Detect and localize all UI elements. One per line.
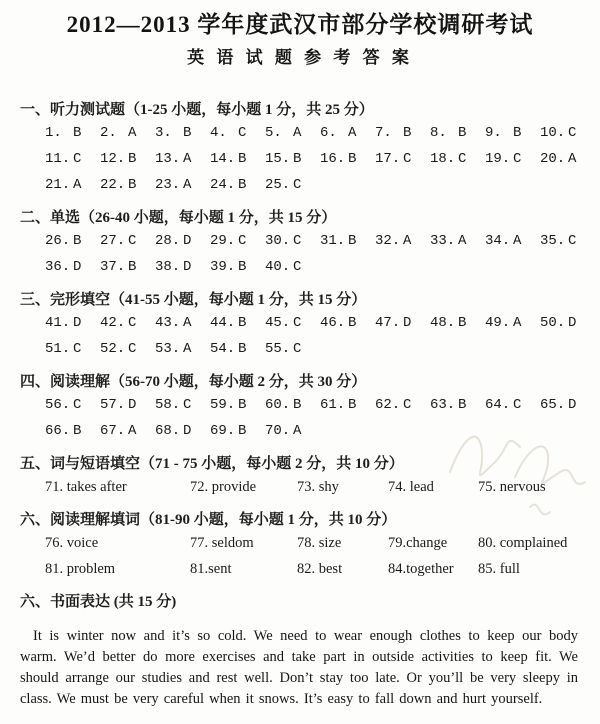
word-answer: 82. best <box>297 561 343 577</box>
question-number: 4. <box>210 125 227 141</box>
answer-row <box>45 120 600 146</box>
answer-letter: B <box>128 151 137 167</box>
section-heading: 三、完形填空（41-55 小题，每小题 1 分，共 15 分） <box>20 292 367 308</box>
answer-letter: D <box>73 259 82 275</box>
question-number: 41. <box>45 315 71 331</box>
answer-cell <box>45 392 100 418</box>
question-number: 68. <box>155 423 181 439</box>
answer-letter: B <box>513 125 522 141</box>
question-number: 26. <box>45 233 71 249</box>
section-reading <box>0 372 600 444</box>
answer-letter: A <box>403 233 412 249</box>
question-number: 59. <box>210 397 236 413</box>
question-number: 55. <box>265 341 291 357</box>
answer-letter: D <box>73 315 82 331</box>
answer-letter: A <box>128 125 137 141</box>
answer-cell <box>265 418 320 444</box>
question-number: 42. <box>100 315 126 331</box>
question-number: 12. <box>100 151 126 167</box>
question-number: 30. <box>265 233 291 249</box>
question-number: 5. <box>265 125 282 141</box>
answer-cell <box>100 172 155 198</box>
answer-letter: C <box>238 233 247 249</box>
answer-letter: A <box>183 151 192 167</box>
answer-letter: B <box>128 259 137 275</box>
answer-cell <box>430 310 485 336</box>
word-answer: 80. complained <box>478 535 568 551</box>
answer-letter: C <box>568 233 577 249</box>
question-number: 52. <box>100 341 126 357</box>
question-number: 50. <box>540 315 566 331</box>
question-number: 20. <box>540 151 566 167</box>
answer-letter: B <box>238 315 247 331</box>
answer-cell <box>265 120 320 146</box>
document-title: 2012—2013 学年度武汉市部分学校调研考试 <box>66 12 534 37</box>
answer-letter: C <box>183 397 192 413</box>
question-number: 46. <box>320 315 346 331</box>
word-answer: 75. nervous <box>478 479 546 495</box>
answer-cell <box>320 310 375 336</box>
answer-letter: B <box>458 315 467 331</box>
word-answer: 71. takes after <box>45 479 127 495</box>
answer-cell <box>155 172 210 198</box>
question-number: 22. <box>100 177 126 193</box>
section-heading: 六、阅读理解填词（81-90 小题，每小题 1 分，共 10 分） <box>20 512 397 528</box>
answer-letter: A <box>183 177 192 193</box>
question-number: 18. <box>430 151 456 167</box>
word-answer: 78. size <box>297 535 342 551</box>
answer-cell <box>265 254 320 280</box>
answer-letter: C <box>568 125 577 141</box>
word-answer-row <box>45 530 600 556</box>
answer-cell <box>320 228 375 254</box>
answer-letter: A <box>73 177 82 193</box>
answer-letter: B <box>458 397 467 413</box>
answer-cell <box>45 146 100 172</box>
answer-letter: C <box>128 315 137 331</box>
answer-letter: C <box>293 177 302 193</box>
answer-cell <box>430 392 485 418</box>
section-heading: 六、书面表达 (共 15 分) <box>20 594 177 610</box>
word-answer: 72. provide <box>190 479 257 495</box>
question-number: 27. <box>100 233 126 249</box>
question-number: 11. <box>45 151 71 167</box>
answer-cell <box>375 228 430 254</box>
answer-cell <box>540 392 595 418</box>
answer-cell <box>430 228 485 254</box>
answer-letter: C <box>73 151 82 167</box>
answer-letter: D <box>403 315 412 331</box>
answer-cell <box>375 392 430 418</box>
answer-letter: A <box>458 233 467 249</box>
answer-cell <box>100 310 155 336</box>
answer-cell <box>155 418 210 444</box>
section-heading: 二、单选（26-40 小题，每小题 1 分，共 15 分） <box>20 210 337 226</box>
answer-letter: C <box>513 397 522 413</box>
answer-cell <box>540 120 595 146</box>
answer-cell <box>210 392 265 418</box>
answer-cell <box>45 418 100 444</box>
answer-cell <box>265 172 320 198</box>
answer-letter: B <box>238 151 247 167</box>
answer-letter: B <box>128 177 137 193</box>
question-number: 57. <box>100 397 126 413</box>
answer-letter: C <box>403 397 412 413</box>
answer-cell <box>100 418 155 444</box>
question-number: 58. <box>155 397 181 413</box>
answer-letter: B <box>238 177 247 193</box>
question-number: 39. <box>210 259 236 275</box>
answer-letter: C <box>403 151 412 167</box>
answer-letter: B <box>293 397 302 413</box>
answer-cell <box>320 392 375 418</box>
question-number: 60. <box>265 397 291 413</box>
answer-cell <box>210 310 265 336</box>
answer-letter: C <box>293 233 302 249</box>
sections <box>0 100 600 710</box>
answer-letter: B <box>348 233 357 249</box>
question-number: 61. <box>320 397 346 413</box>
answer-cell <box>430 146 485 172</box>
question-number: 34. <box>485 233 511 249</box>
section-writing <box>0 592 600 710</box>
answer-letter: A <box>183 315 192 331</box>
question-number: 33. <box>430 233 456 249</box>
answer-letter: C <box>513 151 522 167</box>
answer-letter: C <box>128 341 137 357</box>
answer-cell <box>155 392 210 418</box>
question-number: 43. <box>155 315 181 331</box>
answer-cell <box>320 120 375 146</box>
question-number: 25. <box>265 177 291 193</box>
answer-cell <box>100 228 155 254</box>
answer-letter: D <box>183 233 192 249</box>
answer-cell <box>210 146 265 172</box>
question-number: 16. <box>320 151 346 167</box>
answer-cell <box>265 336 320 362</box>
question-number: 70. <box>265 423 291 439</box>
answer-cell <box>100 146 155 172</box>
word-answer: 81. problem <box>45 561 116 577</box>
answer-letter: B <box>348 151 357 167</box>
section-heading: 四、阅读理解（56-70 小题，每小题 2 分，共 30 分） <box>20 374 367 390</box>
answer-row <box>45 172 600 198</box>
answer-letter: C <box>238 125 247 141</box>
answer-cell <box>375 310 430 336</box>
question-number: 7. <box>375 125 392 141</box>
word-answer: 76. voice <box>45 535 99 551</box>
question-number: 48. <box>430 315 456 331</box>
answer-cell <box>485 146 540 172</box>
answer-letter: B <box>348 397 357 413</box>
answer-letter: B <box>238 259 247 275</box>
answer-letter: A <box>513 233 522 249</box>
question-number: 51. <box>45 341 71 357</box>
answer-row <box>45 336 600 362</box>
question-number: 3. <box>155 125 172 141</box>
answer-cell <box>210 254 265 280</box>
answer-cell <box>320 146 375 172</box>
answer-letter: B <box>238 397 247 413</box>
answer-letter: C <box>293 315 302 331</box>
answer-letter: B <box>238 341 247 357</box>
question-number: 8. <box>430 125 447 141</box>
answer-row <box>45 228 600 254</box>
question-number: 65. <box>540 397 566 413</box>
word-answer: 73. shy <box>297 479 339 495</box>
answer-letter: D <box>183 423 192 439</box>
question-number: 44. <box>210 315 236 331</box>
question-number: 9. <box>485 125 502 141</box>
answer-letter: A <box>348 125 357 141</box>
answer-letter: C <box>128 233 137 249</box>
answer-cell <box>155 228 210 254</box>
word-answer: 85. full <box>478 561 520 577</box>
question-number: 56. <box>45 397 71 413</box>
answer-letter: D <box>568 315 577 331</box>
question-number: 2. <box>100 125 117 141</box>
answer-letter: B <box>293 151 302 167</box>
question-number: 53. <box>155 341 181 357</box>
answer-cell <box>430 120 485 146</box>
answer-cell <box>45 310 100 336</box>
answer-letter: A <box>293 423 302 439</box>
question-number: 21. <box>45 177 71 193</box>
answer-cell <box>540 146 595 172</box>
question-number: 23. <box>155 177 181 193</box>
answer-cell <box>265 146 320 172</box>
answer-row <box>45 146 600 172</box>
answer-row <box>45 418 600 444</box>
section-listening <box>0 100 600 198</box>
answer-letter: B <box>73 125 82 141</box>
answer-cell <box>485 120 540 146</box>
question-number: 54. <box>210 341 236 357</box>
answer-cell <box>375 146 430 172</box>
question-number: 66. <box>45 423 71 439</box>
word-answer-row <box>45 474 600 500</box>
answer-row <box>45 392 600 418</box>
answer-letter: B <box>73 233 82 249</box>
answer-cell <box>485 228 540 254</box>
answer-cell <box>265 228 320 254</box>
question-number: 64. <box>485 397 511 413</box>
answer-letter: B <box>348 315 357 331</box>
section-single-choice <box>0 208 600 280</box>
question-number: 40. <box>265 259 291 275</box>
question-number: 13. <box>155 151 181 167</box>
question-number: 67. <box>100 423 126 439</box>
question-number: 38. <box>155 259 181 275</box>
word-answer: 84.together <box>388 561 454 577</box>
answer-letter: C <box>73 397 82 413</box>
question-number: 10. <box>540 125 566 141</box>
answer-letter: D <box>128 397 137 413</box>
essay-paragraph: It is winter now and it’s so cold. We need to wear enough clothes to keep our body warm. We’d better do more exercises and take part in outside activities to keep fit. We should arrange our studies and rest well. Don’t stay too late. Or you’ll be very sleepy in class. We must be very careful when it snows. It’s easy to fall down and hurt yourself. <box>20 628 578 707</box>
question-number: 15. <box>265 151 291 167</box>
answer-cell <box>45 336 100 362</box>
answer-letter: B <box>183 125 192 141</box>
answer-cell <box>210 228 265 254</box>
answer-cell <box>155 254 210 280</box>
question-number: 24. <box>210 177 236 193</box>
answer-letter: A <box>128 423 137 439</box>
answer-cell <box>265 392 320 418</box>
answer-letter: A <box>183 341 192 357</box>
answer-cell <box>210 336 265 362</box>
answer-cell <box>155 146 210 172</box>
question-number: 19. <box>485 151 511 167</box>
answer-letter: A <box>568 151 577 167</box>
answer-cell <box>155 120 210 146</box>
answer-row <box>45 310 600 336</box>
answer-cell <box>210 418 265 444</box>
answer-letter: B <box>73 423 82 439</box>
question-number: 63. <box>430 397 456 413</box>
answer-cell <box>540 310 595 336</box>
answer-letter: A <box>293 125 302 141</box>
question-number: 69. <box>210 423 236 439</box>
answer-letter: C <box>293 259 302 275</box>
answer-letter: C <box>293 341 302 357</box>
word-answer: 79.change <box>388 535 448 551</box>
question-number: 6. <box>320 125 337 141</box>
section-cloze <box>0 290 600 362</box>
section-heading: 五、词与短语填空（71 - 75 小题，每小题 2 分，共 10 分） <box>20 456 404 472</box>
question-number: 45. <box>265 315 291 331</box>
word-answer: 81.sent <box>190 561 232 577</box>
answer-cell <box>485 392 540 418</box>
answer-cell <box>485 310 540 336</box>
word-answer: 74. lead <box>388 479 434 495</box>
answer-cell <box>265 310 320 336</box>
answer-cell <box>45 254 100 280</box>
question-number: 49. <box>485 315 511 331</box>
answer-cell <box>100 120 155 146</box>
answer-cell <box>100 392 155 418</box>
answer-letter: B <box>458 125 467 141</box>
answer-letter: A <box>513 315 522 331</box>
answer-cell <box>155 336 210 362</box>
word-answer: 77. seldom <box>190 535 254 551</box>
question-number: 62. <box>375 397 401 413</box>
answer-cell <box>45 172 100 198</box>
question-number: 17. <box>375 151 401 167</box>
answer-cell <box>210 172 265 198</box>
question-number: 1. <box>45 125 62 141</box>
section-reading-fill <box>0 510 600 582</box>
answer-cell <box>375 120 430 146</box>
section-word-phrase-fill <box>0 454 600 500</box>
answer-letter: D <box>183 259 192 275</box>
question-number: 29. <box>210 233 236 249</box>
answer-cell <box>45 120 100 146</box>
question-number: 37. <box>100 259 126 275</box>
answer-cell <box>45 228 100 254</box>
question-number: 28. <box>155 233 181 249</box>
question-number: 47. <box>375 315 401 331</box>
answer-letter: D <box>568 397 577 413</box>
answer-letter: B <box>238 423 247 439</box>
answer-cell <box>210 120 265 146</box>
question-number: 31. <box>320 233 346 249</box>
answer-cell <box>540 228 595 254</box>
question-number: 35. <box>540 233 566 249</box>
document-subtitle: 英 语 试 题 参 考 答 案 <box>187 48 413 67</box>
question-number: 36. <box>45 259 71 275</box>
answer-row <box>45 254 600 280</box>
answer-letter: C <box>73 341 82 357</box>
question-number: 32. <box>375 233 401 249</box>
answer-letter: C <box>458 151 467 167</box>
answer-letter: B <box>403 125 412 141</box>
answer-cell <box>100 336 155 362</box>
answer-cell <box>100 254 155 280</box>
answer-cell <box>155 310 210 336</box>
section-heading: 一、听力测试题（1-25 小题，每小题 1 分，共 25 分） <box>20 102 374 118</box>
word-answer-row <box>45 556 600 582</box>
question-number: 14. <box>210 151 236 167</box>
